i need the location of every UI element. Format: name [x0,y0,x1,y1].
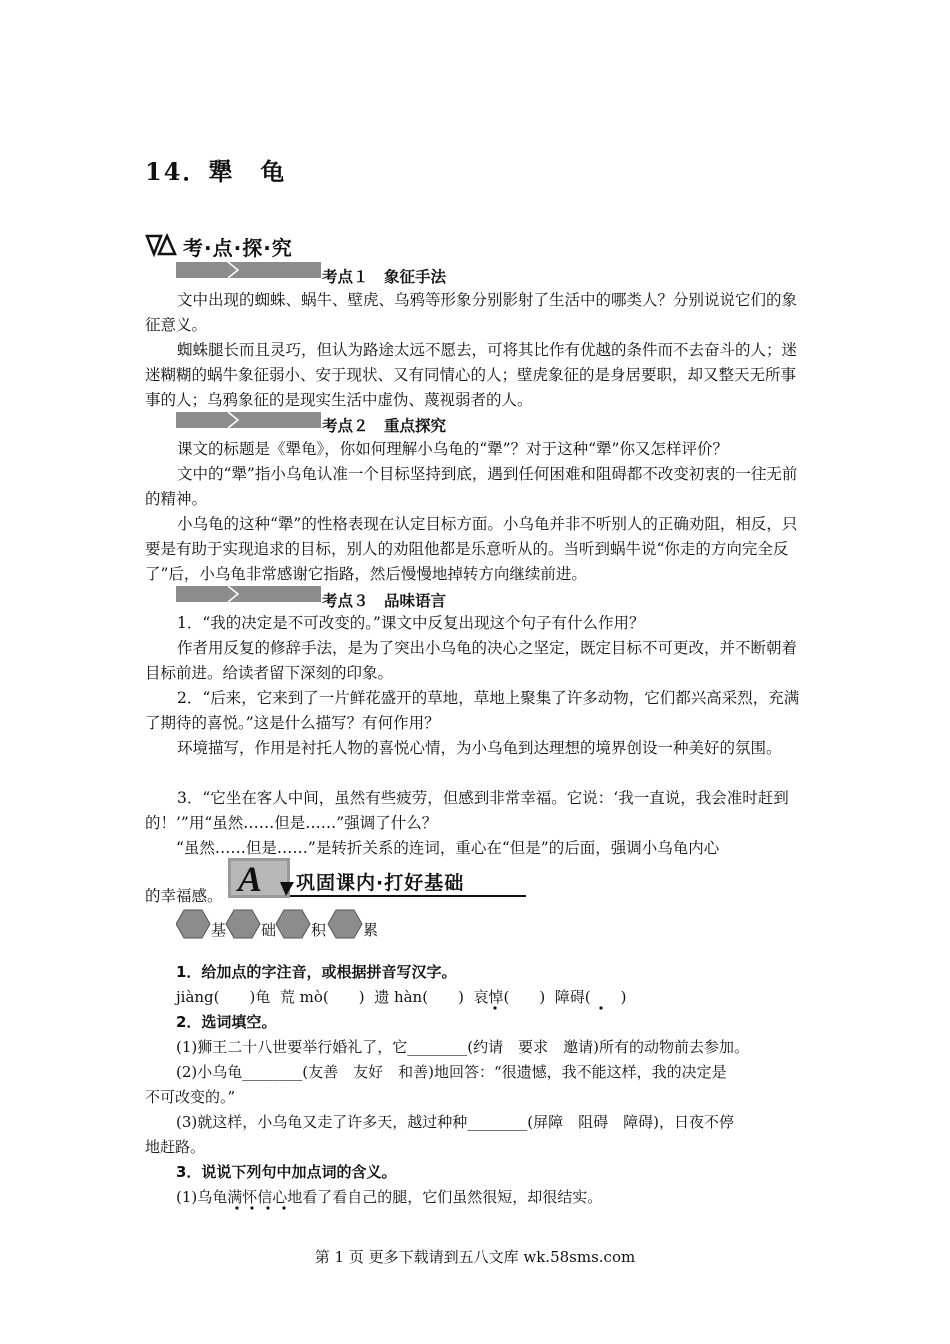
exercise-1-item-5: 障碍( ) [554,988,627,1006]
exercise-3-1: (1)乌龟满怀信心地看了看自己的腿，它们虽然很短，却很结实。 [176,1188,603,1206]
exercise-2-1: (1)狮王二十八世要举行婚礼了，它________(约请 要求 邀请)所有的动物前去参加。 [176,1038,749,1056]
hexagon-icons [176,908,386,942]
point-3-a2: 环境描写，作用是衬托人物的喜悦心情，为小乌龟到达理想的境界创设一种美好的氛围。 [177,739,782,757]
page-footer: 第 1 页 更多下载请到五八文库 wk.58sms.com [314,1248,636,1266]
point-2-answer-2: 小乌龟的这种“犟”的性格表现在认定目标方面。小乌龟并非不听别人的正确劝阻，相反，只要是有助于实现追求的目标，别人的劝阻他都是乐意听从的。当听到蜗牛说“你走的方向完全反了”后，小乌龟非常感谢它指路，然后慢慢地掉转方向继续前进。 [145,515,798,583]
point-1-answer: 蜘蛛腿长而且灵巧，但认为路途太远不愿去，可将其比作有优越的条件而不去奋斗的人；迷迷糊糊的蜗牛象征弱小、安于现状、又有同情心的人；壁虎象征的是身居要职，却又整天无所事事的人；乌鸦象征的是现实生活中虚伪、蔑视弱者的人。 [145,341,798,409]
exercise-1-item-2: 荒 mò( ) [279,988,365,1006]
exercise-2-3-line2: 地赶路。 [145,1138,206,1156]
point-bar-3 [176,586,321,602]
point-bar-1 [176,262,321,278]
exercise-2-2-line1: (2)小乌龟________(友善 友好 和善)地回答：“很遗憾，我不能这样，我的决定是 [176,1063,727,1081]
hex-label-2: 础 [261,921,277,939]
exercise-3-title: 3．说说下列句中加点词的含义。 [176,1163,397,1181]
point-3-a3-line2: 的幸福感。 [145,887,223,905]
exercise-1-items [176,986,626,1007]
exercise-1-item-4: 哀悼( ) [473,988,546,1006]
emphasis-dots [230,1205,300,1213]
point-label-3: 考点３ 品味语言 [322,592,447,610]
chevron-right-icon [176,586,321,602]
exercise-1-title: 1．给加点的字注音，或根据拼音写汉字。 [176,963,457,981]
page-title: 14．犟 龟 [145,157,287,186]
banner-letter: A [238,859,263,899]
hex-label-4: 累 [363,921,379,939]
point-3-q1: 1．“我的决定是不可改变的。”课文中反复出现这个句子有什么作用？ [177,614,645,632]
point-3-q2: 2．“后来，它来到了一片鲜花盛开的草地，草地上聚集了许多动物，它们都兴高采烈，充满了期待的喜悦。”这是什么描写？有何作用？ [145,689,800,732]
point-label-1: 考点１ 象征手法 [322,268,447,286]
exercise-1-item-3: 遗 hàn( ) [374,988,464,1006]
emphasis-dots-q1 [490,1005,610,1013]
point-2-question: 课文的标题是《犟龟》，你如何理解小乌龟的“犟”？对于这种“犟”你又怎样评价？ [177,440,728,458]
section-a-banner [228,858,526,898]
exercise-2-3-line1: (3)就这样，小乌龟又走了许多天，越过种种________(屏障 阻碍 障碍)，日夜不停 [176,1113,734,1131]
chevron-right-icon [176,262,321,278]
point-3-q3: 3．“它坐在客人中间，虽然有些疲劳，但感到非常幸福。它说：‘我一直说，我会准时赶到的！’”用“虽然……但是……”强调了什么？ [145,789,789,832]
point-3-a1: 作者用反复的修辞手法，是为了突出小乌龟的决心之坚定，既定目标不可更改，并不断朝着目标前进。给读者留下深刻的印象。 [145,639,798,682]
exercise-2-title: 2．选词填空。 [176,1013,277,1031]
exercise-2-2-line2: 不可改变的。” [145,1088,236,1106]
hex-label-3: 积 [311,921,327,939]
chevron-right-icon [176,412,321,428]
point-label-2: 考点２ 重点探究 [322,417,447,435]
section-header-text: 考·点·探·究 [183,236,293,260]
section-header-icon [145,232,185,260]
point-2-answer-1: 文中的“犟”指小乌龟认准一个目标坚持到底，遇到任何困难和阻碍都不改变初衷的一往无前的精神。 [145,465,798,508]
hex-label-1: 基 [211,921,227,939]
banner-text: 巩固课内·打好基础 [296,872,465,894]
point-1-question: 文中出现的蜘蛛、蜗牛、壁虎、乌鸦等形象分别影射了生活中的哪类人？分别说说它们的象征意义。 [145,291,798,334]
exercise-1-item-1: jiàng( )龟 [176,988,271,1006]
point-3-a3-line1: “虽然……但是……”是转折关系的连词，重心在“但是”的后面，强调小乌龟内心 [176,839,720,857]
point-bar-2 [176,412,321,428]
